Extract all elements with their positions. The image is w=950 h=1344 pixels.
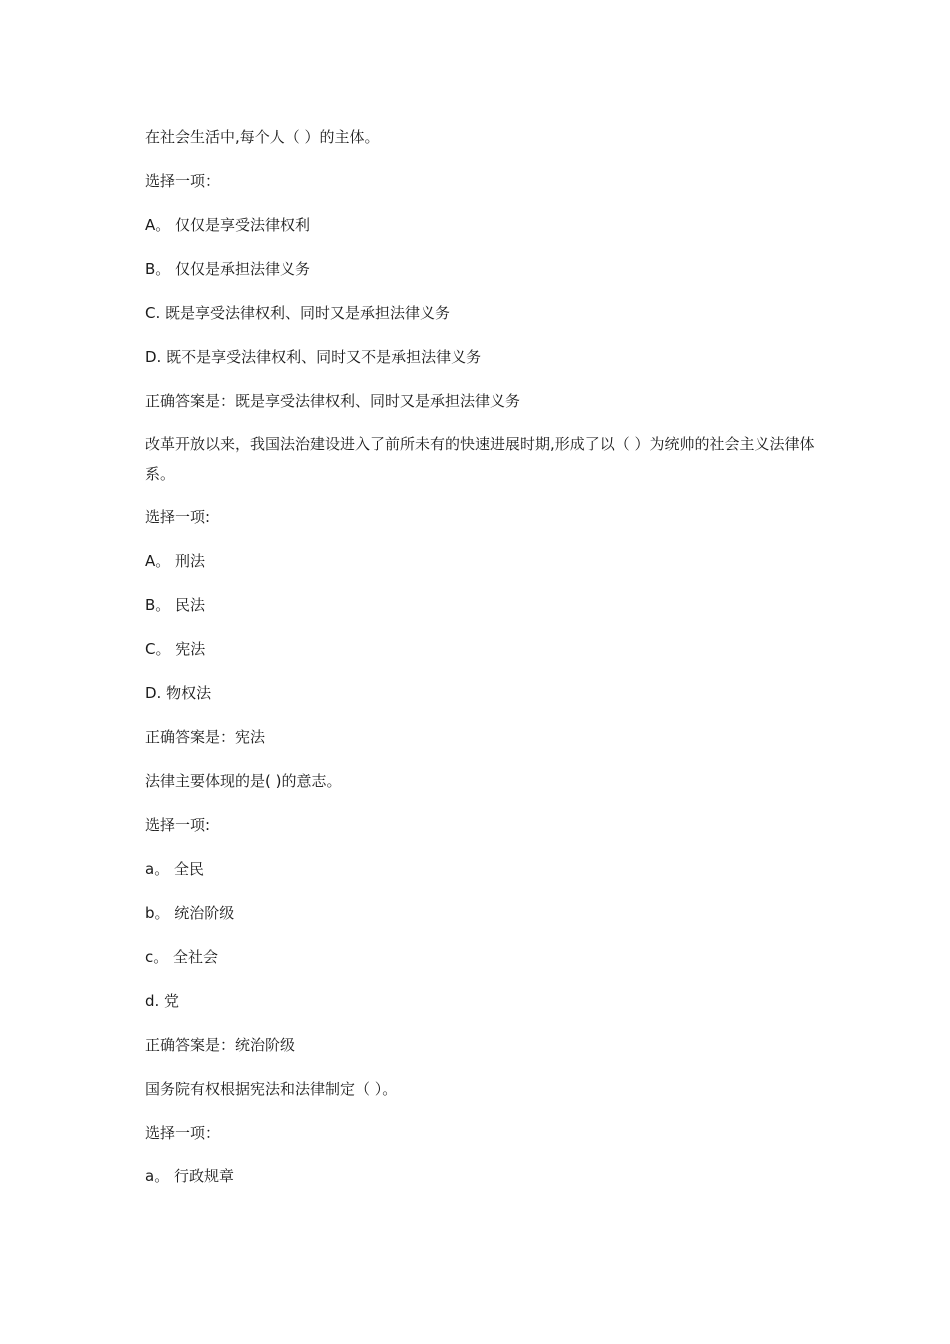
question-1-prompt: 选择一项： xyxy=(145,172,221,190)
question-2-prompt: 选择一项: xyxy=(145,508,211,526)
question-1-option-a: A。 仅仅是享受法律权利 xyxy=(145,216,311,234)
question-1-option-c: C. 既是享受法律权利、同时又是承担法律义务 xyxy=(145,304,451,322)
question-3-answer: 正确答案是：统治阶级 xyxy=(145,1036,296,1054)
question-4-prompt: 选择一项： xyxy=(145,1124,221,1142)
question-3-stem: 法律主要体现的是( )的意志。 xyxy=(145,772,342,790)
question-3-option-d: d. 党 xyxy=(145,992,180,1010)
question-3-option-a: a。 全民 xyxy=(145,860,204,878)
question-2-option-b: B。 民法 xyxy=(145,596,206,614)
question-3-option-b: b。 统治阶级 xyxy=(145,904,235,922)
question-4-option-a: a。 行政规章 xyxy=(145,1167,234,1185)
question-2-answer: 正确答案是：宪法 xyxy=(145,728,266,746)
question-1-option-d: D. 既不是享受法律权利、同时又不是承担法律义务 xyxy=(145,348,482,366)
question-1-stem: 在社会生活中,每个人（ ）的主体。 xyxy=(145,128,380,146)
question-3-prompt: 选择一项: xyxy=(145,816,211,834)
question-2-option-d: D. 物权法 xyxy=(145,684,212,702)
question-2-option-a: A。 刑法 xyxy=(145,552,206,570)
question-2-option-c: C。 宪法 xyxy=(145,640,206,658)
question-1-answer: 正确答案是：既是享受法律权利、同时又是承担法律义务 xyxy=(145,392,521,410)
question-2-stem: 改革开放以来，我国法治建设进入了前所未有的快速进展时期,形成了以（ ）为统帅的社会主义法律体系。 xyxy=(145,435,815,483)
question-1-option-b: B。 仅仅是承担法律义务 xyxy=(145,260,311,278)
question-3-option-c: c。 全社会 xyxy=(145,948,219,966)
question-4-stem: 国务院有权根据宪法和法律制定（ ）。 xyxy=(145,1080,398,1098)
